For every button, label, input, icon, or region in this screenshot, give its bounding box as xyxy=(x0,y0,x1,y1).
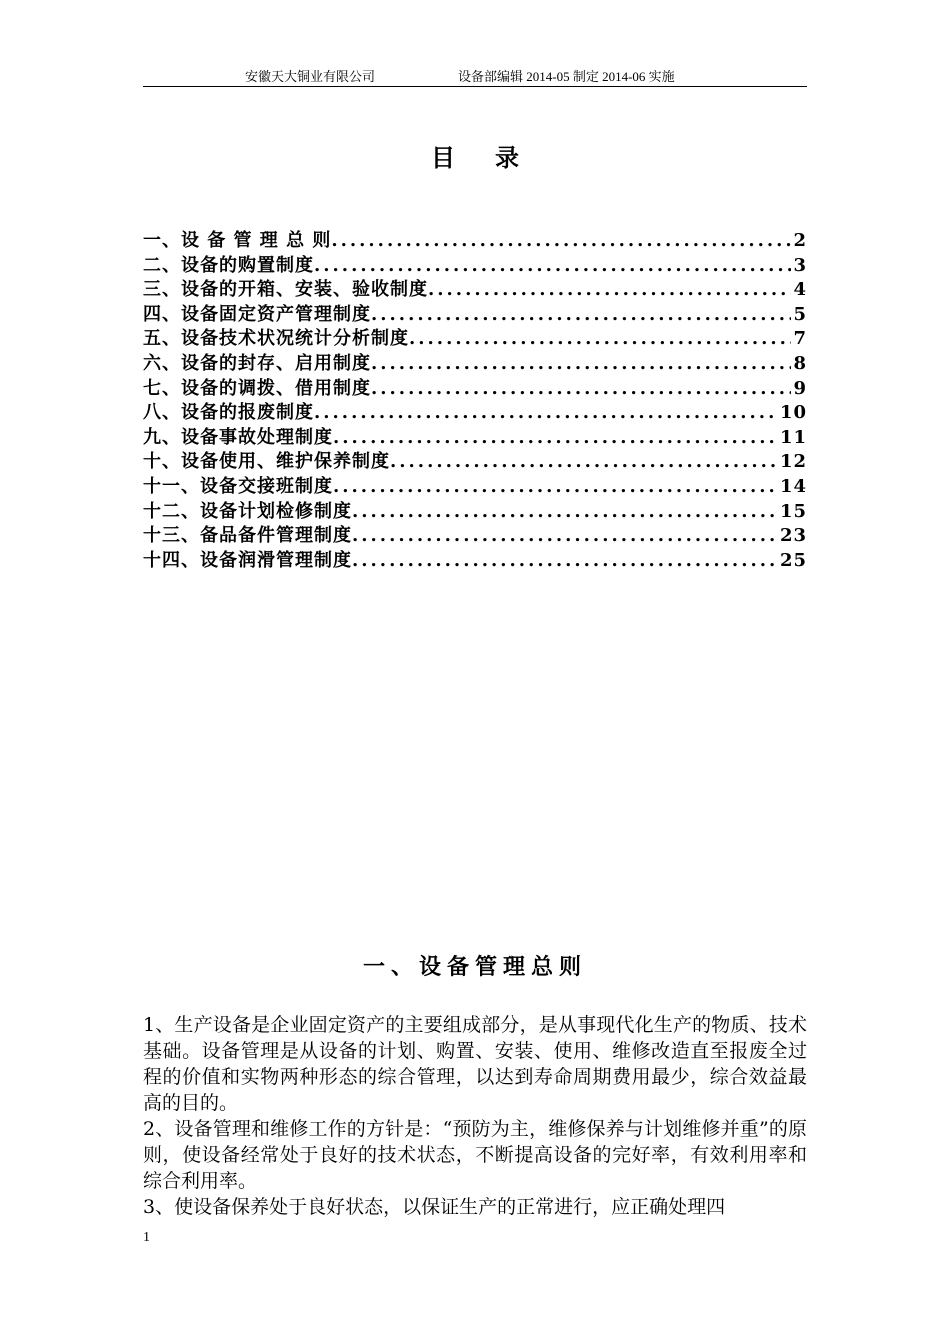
table-of-contents xyxy=(143,226,807,570)
toc-item-label: 六、设备的封存、启用制度 xyxy=(143,352,371,374)
toc-leader-dots xyxy=(331,230,791,251)
toc-item[interactable] xyxy=(143,472,807,497)
toc-item-label: 十一、设备交接班制度 xyxy=(143,475,333,497)
toc-title xyxy=(0,138,950,173)
toc-item[interactable] xyxy=(143,497,807,522)
toc-item-label: 五、设备技术状况统计分析制度 xyxy=(143,328,409,350)
toc-item-page: 8 xyxy=(793,352,807,374)
toc-title-char-1: 目 xyxy=(431,143,455,172)
toc-item-page: 12 xyxy=(779,451,807,473)
toc-item-label: 九、设备事故处理制度 xyxy=(143,426,333,448)
toc-leader-dots xyxy=(352,501,778,522)
toc-leader-dots xyxy=(352,525,778,546)
header-edit-info: 设备部编辑 2014-05 制定 2014-06 实施 xyxy=(458,69,675,84)
toc-leader-dots xyxy=(390,451,778,472)
toc-item-page: 3 xyxy=(793,254,807,276)
page-number: 1 xyxy=(143,1230,150,1245)
toc-item[interactable] xyxy=(143,251,807,276)
toc-item[interactable] xyxy=(143,423,807,448)
toc-leader-dots xyxy=(352,550,778,571)
toc-leader-dots xyxy=(333,427,778,448)
toc-item-label: 十、设备使用、维护保养制度 xyxy=(143,451,390,473)
toc-item-page: 10 xyxy=(779,402,807,424)
toc-item-page: 25 xyxy=(779,549,807,571)
page-header xyxy=(143,64,807,87)
toc-item[interactable] xyxy=(143,521,807,546)
toc-item-page: 2 xyxy=(793,230,807,251)
toc-item-label: 七、设备的调拨、借用制度 xyxy=(143,377,371,399)
header-company: 安徽天大铜业有限公司 xyxy=(245,69,376,84)
toc-item-page: 11 xyxy=(779,426,807,448)
toc-item[interactable] xyxy=(143,546,807,571)
toc-item-page: 5 xyxy=(793,303,807,325)
toc-leader-dots xyxy=(371,378,791,399)
toc-item-label: 四、设备固定资产管理制度 xyxy=(143,303,371,325)
toc-title-char-2: 录 xyxy=(495,143,519,172)
toc-item[interactable] xyxy=(143,398,807,423)
paragraph: 3、使设备保养处于良好状态，以保证生产的正常进行，应正确处理四 xyxy=(143,1196,726,1218)
section-body xyxy=(143,1012,807,1220)
toc-item[interactable] xyxy=(143,300,807,325)
toc-item-label: 三、设备的开箱、安装、验收制度 xyxy=(143,279,428,301)
toc-leader-dots xyxy=(314,255,791,276)
toc-item-label: 十二、设备计划检修制度 xyxy=(143,500,352,522)
toc-item[interactable] xyxy=(143,226,807,251)
toc-leader-dots xyxy=(371,304,791,325)
toc-item[interactable] xyxy=(143,275,807,300)
toc-item-page: 7 xyxy=(793,328,807,350)
toc-item-page: 15 xyxy=(779,500,807,522)
toc-item-label: 十三、备品备件管理制度 xyxy=(143,525,352,547)
toc-item-page: 14 xyxy=(779,475,807,497)
toc-item[interactable] xyxy=(143,324,807,349)
toc-item-page: 9 xyxy=(793,377,807,399)
toc-leader-dots xyxy=(428,279,791,300)
toc-item-label: 十四、设备润滑管理制度 xyxy=(143,549,352,571)
toc-item[interactable] xyxy=(143,374,807,399)
toc-leader-dots xyxy=(333,476,778,497)
paragraph: 2、设备管理和维修工作的方针是：“预防为主，维修保养与计划维修并重”的原则，使设备经常处于良好的技术状态，不断提高设备的完好率，有效利用率和综合利用率。 xyxy=(143,1118,807,1192)
toc-item[interactable] xyxy=(143,447,807,472)
toc-item[interactable] xyxy=(143,349,807,374)
toc-item-label: 二、设备的购置制度 xyxy=(143,254,314,276)
toc-item-page: 4 xyxy=(793,279,807,301)
toc-leader-dots xyxy=(314,402,778,423)
paragraph: 1、生产设备是企业固定资产的主要组成部分，是从事现代化生产的物质、技术基础。设备管理是从设备的计划、购置、安装、使用、维修改造直至报废全过程的价值和实物两种形态的综合管理，以达到寿命周期费用最少，综合效益最高的目的。 xyxy=(143,1014,807,1114)
toc-leader-dots xyxy=(371,353,791,374)
toc-item-label: 八、设备的报废制度 xyxy=(143,402,314,424)
toc-item-label: 一、设 备 管 理 总 则 xyxy=(143,230,332,251)
toc-item-page: 23 xyxy=(779,525,807,547)
section-title: 一、设备管理总则 xyxy=(362,954,587,980)
toc-leader-dots xyxy=(409,328,791,349)
